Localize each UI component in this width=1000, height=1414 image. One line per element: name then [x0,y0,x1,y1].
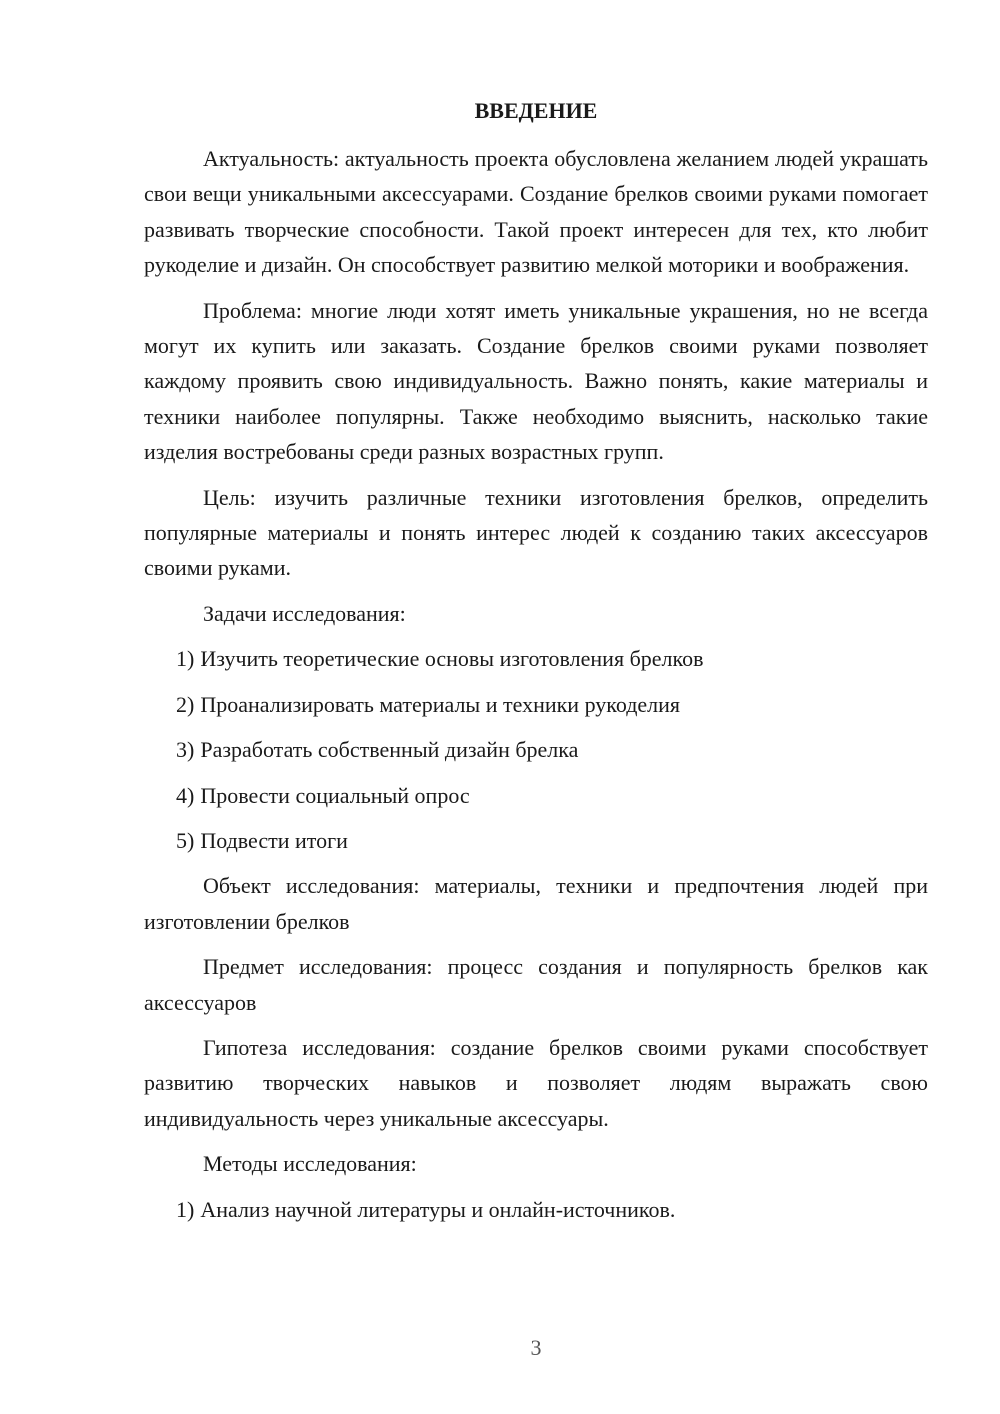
subject-paragraph: Предмет исследования: процесс создания и популярность брелков как аксессуаров [144,954,928,1015]
goal-paragraph: Цель: изучить различные техники изготовления брелков, определить популярные материалы и понять интерес людей к созданию таких аксессуаров своими руками. [144,484,928,581]
list-item [144,732,928,767]
list-text: Провести социальный опрос [200,782,470,808]
relevance-paragraph: Актуальность: актуальность проекта обусловлена желанием людей украшать свои вещи уникальными аксессуарами. Создание брелков своими руками помогает развивать творческие способности. Такой проект интересен для тех, кто любит рукоделие и дизайн. Он способствует развитию мелкой моторики и воображения. [144,146,928,278]
methods-list [144,1192,928,1227]
list-text: Анализ научной литературы и онлайн-источников. [200,1196,676,1222]
list-number: 1) [176,646,195,672]
hypothesis-paragraph: Гипотеза исследования: создание брелков своими руками способствует развитию творческих навыков и позволяет людям выражать свою индивидуальность через уникальные аксессуары. [144,1034,928,1131]
list-text: Изучить теоретические основы изготовления брелков [200,646,704,672]
tasks-heading: Задачи исследования: [203,600,406,626]
list-item [144,823,928,858]
object-paragraph: Объект исследования: материалы, техники и предпочтения людей при изготовлении брелков [144,873,928,934]
page-number: 3 [530,1335,542,1360]
methods-heading: Методы исследования: [203,1151,417,1177]
list-item [144,778,928,813]
document-page [144,0,928,1414]
list-number: 3) [176,737,195,763]
list-number: 2) [176,691,195,717]
list-item [144,1192,928,1227]
list-text: Разработать собственный дизайн брелка [200,737,579,763]
list-text: Подвести итоги [200,827,348,853]
list-number: 5) [176,827,195,853]
problem-paragraph: Проблема: многие люди хотят иметь уникальные украшения, но не всегда могут их купить или заказать. Создание брелков своими руками позволяет каждому проявить свою индивидуальность. Важно понять, какие материалы и техники наиболее популярны. Также необходимо выяснить, насколько такие изделия востребованы среди разных возрастных групп. [144,297,928,465]
list-number: 1) [176,1196,195,1222]
list-item [144,687,928,722]
document-body [144,141,928,1237]
list-item [144,641,928,676]
tasks-list [144,641,928,858]
page-title: ВВЕДЕНИЕ [474,98,598,123]
list-text: Проанализировать материалы и техники рукоделия [200,691,681,717]
list-number: 4) [176,782,195,808]
